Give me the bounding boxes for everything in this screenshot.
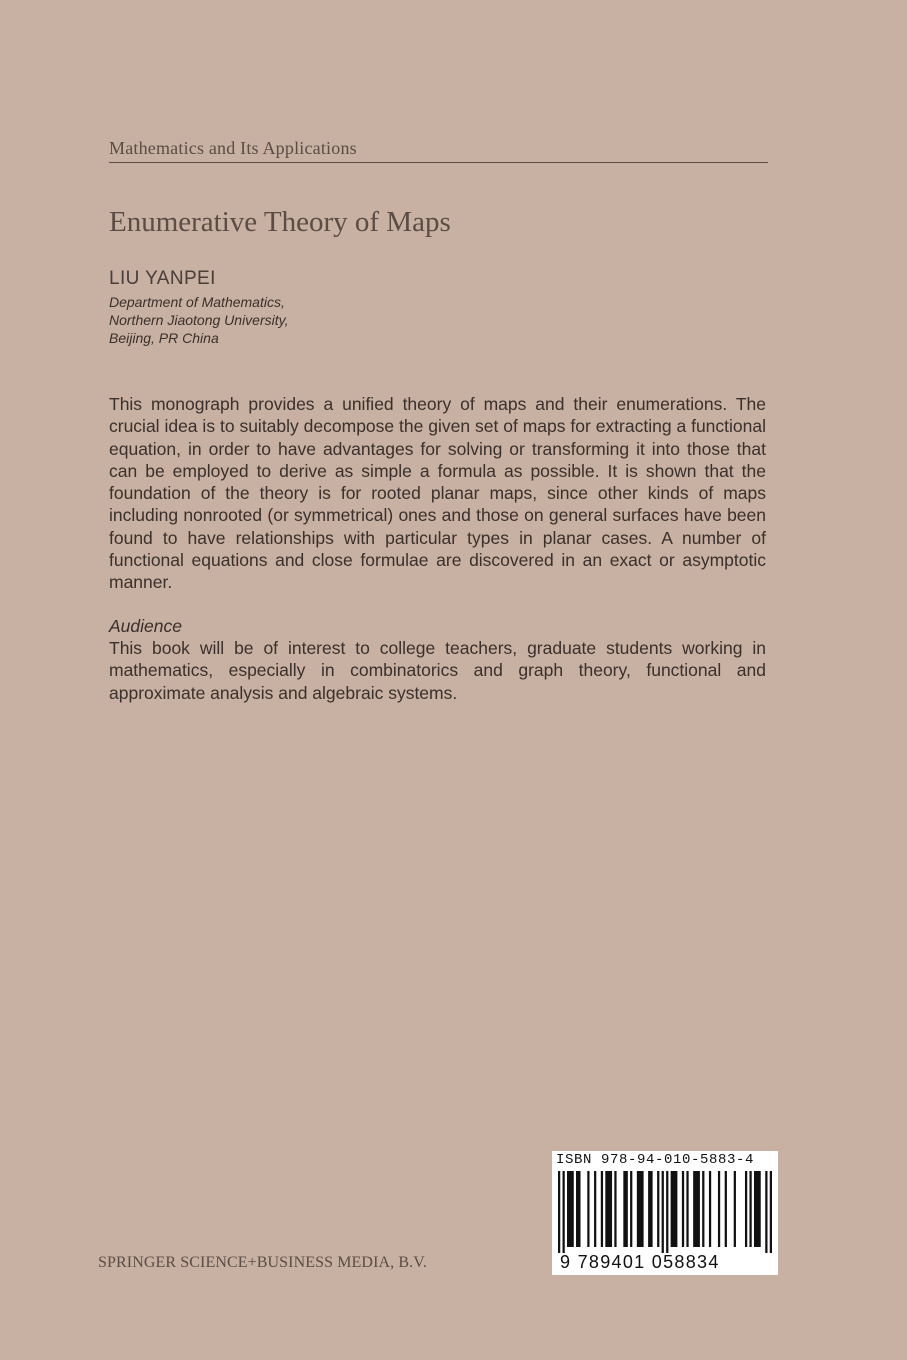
barcode-bar: [563, 1171, 565, 1253]
series-title: Mathematics and Its Applications: [109, 138, 357, 158]
barcode-bar: [702, 1171, 704, 1247]
barcode-bar: [558, 1171, 560, 1253]
barcode-bar: [623, 1171, 628, 1247]
barcode-bar: [648, 1171, 653, 1247]
barcode-bar: [637, 1171, 644, 1247]
isbn-barcode: [552, 1151, 778, 1275]
author-name: LIU YANPEI: [109, 268, 216, 289]
barcode-bar: [576, 1171, 581, 1247]
author-affiliation: [109, 293, 288, 347]
book-description-block: [109, 393, 766, 704]
audience-heading: Audience: [109, 615, 182, 636]
barcode-bars: [558, 1171, 772, 1253]
barcode-bar: [671, 1171, 678, 1247]
book-title: Enumerative Theory of Maps: [109, 206, 451, 238]
book-description: This monograph provides a unified theory of maps and their enumerations. The crucial idea is to suitably decompose the given set of maps for extracting a functional equation, in order to have advantages for solving or transforming it into those that can be employed to derive as simple a formula as possible. It is shown that the foundation of the theory is for rooted planar maps, since other kinds of maps including nonrooted (or symmetrical) ones and those on general surfaces have been found to have relationships with particular types in planar cases. A number of functional equations and close formulae are discovered in an exact or asymptotic manner.: [109, 394, 766, 593]
barcode-bar: [630, 1171, 632, 1247]
barcode-bar: [693, 1171, 700, 1247]
barcode-bar: [770, 1171, 772, 1253]
barcode-bar: [734, 1171, 736, 1247]
barcode-digits: 9 789401 058834: [560, 1252, 720, 1272]
barcode-bar: [682, 1171, 684, 1247]
affiliation-line: Beijing, PR China: [109, 330, 219, 346]
barcode-bar: [765, 1171, 767, 1253]
barcode-bar: [709, 1171, 711, 1247]
barcode-bar: [657, 1171, 659, 1247]
barcode-bar: [605, 1171, 612, 1247]
barcode-bar: [662, 1171, 664, 1253]
barcode-bar: [686, 1171, 688, 1247]
affiliation-line: Northern Jiaotong University,: [109, 312, 289, 328]
barcode-bar: [594, 1171, 596, 1247]
series-divider: [109, 162, 768, 163]
barcode-bar: [567, 1171, 574, 1247]
barcode-bar: [754, 1171, 761, 1247]
barcode-bar: [725, 1171, 727, 1247]
audience-text: This book will be of interest to college teachers, graduate students working in mathematics, especially in combinatorics and graph theory, functional and approximate analysis and algebraic systems.: [109, 637, 766, 703]
affiliation-line: Department of Mathematics,: [109, 294, 285, 310]
barcode-bar: [749, 1171, 751, 1247]
barcode-bar: [601, 1171, 603, 1247]
barcode-bar: [614, 1171, 616, 1247]
barcode-bar: [718, 1171, 720, 1247]
barcode-bar: [745, 1171, 747, 1247]
barcode-bar: [666, 1171, 668, 1253]
publisher-name: SPRINGER SCIENCE+BUSINESS MEDIA, B.V.: [98, 1254, 427, 1271]
isbn-label: ISBN 978-94-010-5883-4: [556, 1152, 755, 1168]
barcode-bar: [587, 1171, 589, 1247]
